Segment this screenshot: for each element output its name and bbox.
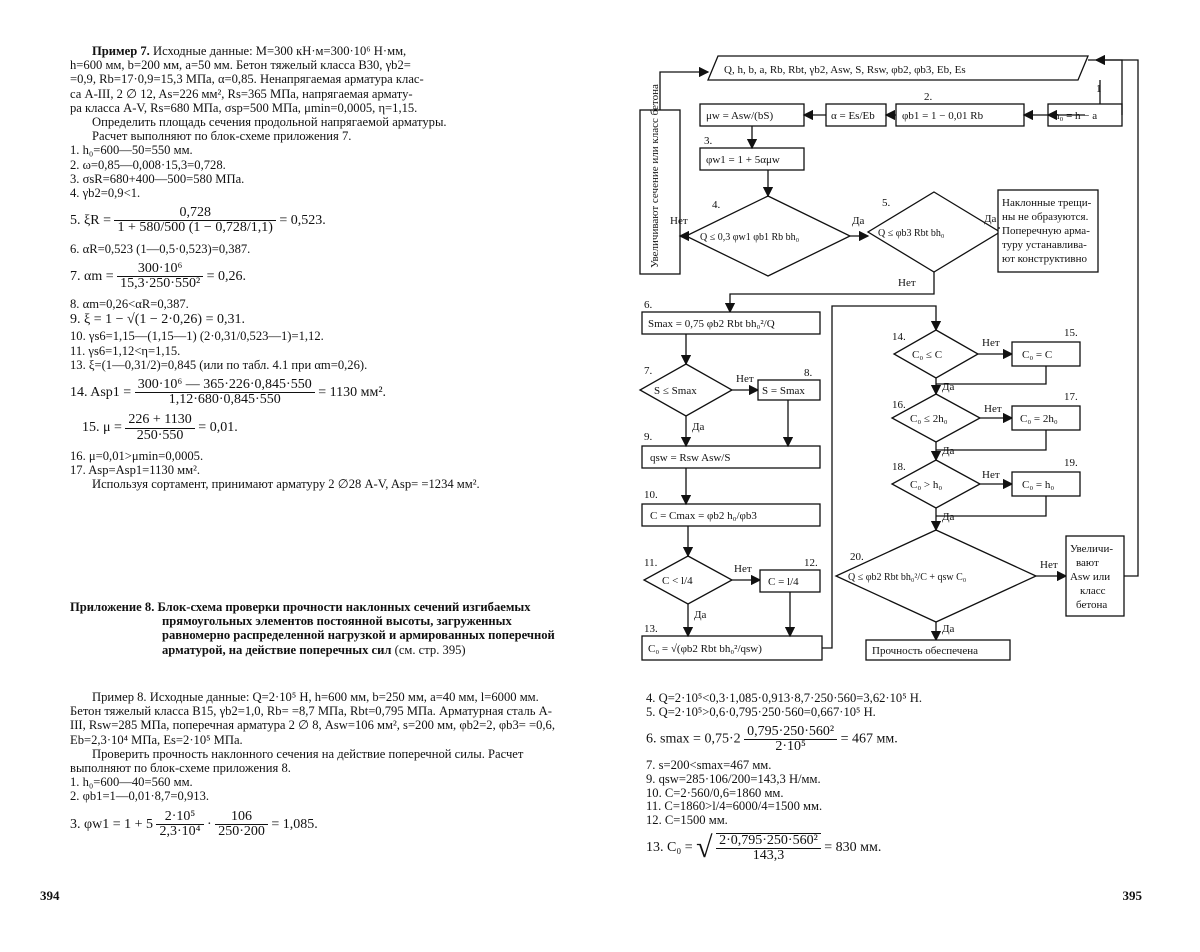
page-number-right: 395 xyxy=(1122,888,1142,903)
num-9: 9. xyxy=(644,431,653,443)
eq7-result: = 0,26. xyxy=(206,268,247,284)
num-10: 10. xyxy=(644,489,658,501)
step-6: 6. αR=0,523 (1—0,5·0,523)=0,387. xyxy=(70,241,251,256)
appendix8-ref: (см. стр. 395) xyxy=(394,642,466,657)
no-cracks-2: Поперечную арма- xyxy=(1002,225,1090,237)
side-box-left-text: Увеличивают сечение или класс бетона xyxy=(649,84,661,268)
no-cracks-0: Наклонные трещи- xyxy=(1002,197,1092,209)
eq7-numerator: 300·10⁶ xyxy=(117,262,203,277)
num-4: 4. xyxy=(712,199,721,211)
formula-6-numerator: 0,795·250·560² xyxy=(744,725,837,740)
input-text: Q, h, b, a, Rb, Rbt, γb2, Asw, S, Rsw, φb2, φb3, Eb, Es xyxy=(724,64,966,76)
decision-4-text: Q ≤ 0,3 φw1 φb1 Rb bh₀ xyxy=(700,232,800,243)
eq5-fraction xyxy=(114,206,275,235)
ex8-step-2: 2. φb1=1—0,01·8,7=0,913. xyxy=(70,789,210,804)
formula-13-lhs: 13. C₀ = xyxy=(646,840,693,856)
appendix-8 xyxy=(70,600,562,657)
example8-title: Пример 8. xyxy=(92,690,147,704)
label-yes-7: Да xyxy=(692,421,705,433)
example8-task: Проверить прочность наклонного сечения на действие поперечной силы. Расчет выполняют по блок-схеме приложения 8. xyxy=(70,746,524,776)
example7-title: Пример 7. xyxy=(92,44,150,58)
ex8-eq3-num2: 106 xyxy=(215,810,268,825)
num-11: 11. xyxy=(644,557,658,569)
block-final-text: Прочность обеспечена xyxy=(872,645,978,657)
block-1-text: h₀ = h − a xyxy=(1054,110,1098,122)
formula-6-denominator: 2·10⁵ xyxy=(775,738,806,754)
formula-6-result: = 467 мм. xyxy=(840,731,898,747)
num-19: 19. xyxy=(1064,457,1078,469)
example-7 xyxy=(70,44,562,491)
eq14-numerator: 300·10⁶ — 365·226·0,845·550 xyxy=(135,378,315,393)
num-20: 20. xyxy=(850,551,864,563)
decision-5-text: Q ≤ φb3 Rbt bh₀ xyxy=(878,228,945,239)
num-2: 2. xyxy=(924,91,933,103)
num-5: 5. xyxy=(882,197,891,209)
label-no-4: Нет xyxy=(670,215,688,227)
equation-15 xyxy=(70,413,562,442)
example7-given-3: са А-III, 2 ∅ 12, As=226 мм², Rs=365 МПа, напрягаемая армату- xyxy=(70,86,413,101)
step-1: 1. h₀=600—50=550 мм. xyxy=(70,143,193,158)
block-2-text: φb1 = 1 − 0,01 Rb xyxy=(902,110,984,122)
eq15-numerator: 226 + 1130 xyxy=(125,413,194,428)
eq5-result: = 0,523. xyxy=(279,213,326,229)
label-yes-20: Да xyxy=(942,623,955,635)
formula-13 xyxy=(646,831,1146,865)
eq7-lhs: 7. αm = xyxy=(70,268,114,284)
page-number-left: 394 xyxy=(40,888,60,903)
num-17: 17. xyxy=(1064,391,1078,403)
formula-11: 11. C=1860>l/4=6000/4=1500 мм. xyxy=(646,799,823,814)
ex8-eq3-lhs: 3. φw1 = 1 + 5 xyxy=(70,816,153,832)
block-19-text: C₀ = h₀ xyxy=(1022,479,1055,491)
num-12: 12. xyxy=(804,557,818,569)
step-8: 8. αm=0,26<αR=0,387. xyxy=(70,297,189,312)
block-alpha-text: α = Es/Eb xyxy=(831,110,875,122)
eq15-lhs: 15. μ = xyxy=(82,420,122,436)
example7-given-2: =0,9, Rb=17·0,9=15,3 МПа, α=0,85. Ненапрягаемая арматура клас- xyxy=(70,72,424,87)
eq14-lhs: 14. Asp1 = xyxy=(70,384,132,400)
decision-18-text: C₀ > h₀ xyxy=(910,479,943,491)
increase-2: Asw или xyxy=(1070,571,1111,583)
formula-13-numerator: 2·0,795·250·560² xyxy=(716,834,821,849)
step-13: 13. ξ=(1—0,31/2)=0,845 (или по табл. 4.1 при αm=0,26). xyxy=(70,357,368,372)
label-no-11: Нет xyxy=(734,563,752,575)
right-page xyxy=(600,0,1200,952)
example8-formulas xyxy=(646,692,1146,869)
decision-16-text: C₀ ≤ 2h₀ xyxy=(910,413,948,425)
example-8 xyxy=(70,690,562,845)
formula-12: 12. C=1500 мм. xyxy=(646,812,728,827)
num-7: 7. xyxy=(644,365,653,377)
step-4: 4. γb2=0,9<1. xyxy=(70,186,141,201)
equation-5 xyxy=(70,206,562,235)
formula-6-fraction xyxy=(744,725,837,753)
label-yes-14: Да xyxy=(942,381,955,393)
formula-13-denominator: 143,3 xyxy=(752,847,785,863)
example8-given: Исходные данные: Q=2·10⁵ Н, h=600 мм, b=250 мм, a=40 мм, l=6000 мм. Бетон тяжелый класса В15, γb2=1,0, Rb= =8,7 МПа, Rbt=0,795 МПа. Арматурная сталь А-III, Rsw=285 МПа, поперечная арматура 2 ∅ 8, Asw=106 мм², s=200 мм, φb2=2, φb3= =0,6, Eb=2,3·10⁴ МПа, Es=2·10⁵ МПа. xyxy=(70,690,555,747)
step-17: 17. Asp=Asp1=1130 мм². xyxy=(70,463,201,478)
equation-7 xyxy=(70,262,562,291)
eq15-denominator: 250·550 xyxy=(136,427,184,443)
formula-5: 5. Q=2·10⁵>0,6·0,795·250·560=0,667·10⁵ Н. xyxy=(646,704,876,719)
increase-4: бетона xyxy=(1076,599,1108,611)
equation-14 xyxy=(70,378,562,407)
increase-0: Увеличи- xyxy=(1070,543,1114,555)
label-no-16: Нет xyxy=(984,403,1002,415)
ex8-eq3-fraction-2 xyxy=(215,810,268,839)
increase-1: вают xyxy=(1076,557,1099,569)
eq5-numerator: 0,728 xyxy=(114,206,275,221)
formula-13-result: = 830 мм. xyxy=(824,840,882,856)
formula-6-lhs: 6. smax = 0,75·2 xyxy=(646,731,741,747)
num-15: 15. xyxy=(1064,327,1078,339)
block-17-text: C₀ = 2h₀ xyxy=(1020,413,1058,425)
label-yes-11: Да xyxy=(694,609,707,621)
eq15-fraction xyxy=(125,413,194,442)
step-3: 3. σsR=680+400—500=580 МПа. xyxy=(70,171,245,186)
block-12-text: C = l/4 xyxy=(768,576,799,588)
appendix8-title: Блок-схема проверки прочности наклонных сечений изгибаемых прямоугольных элементов постоянной высоты, загруженных равномерно распределенной нагрузкой и армированных поперечной арматурой, на действие поперечных сил xyxy=(157,600,555,657)
label-no-14: Нет xyxy=(982,337,1000,349)
ex8-eq3-result: = 1,085. xyxy=(271,816,318,832)
ex8-eq3-fraction-1 xyxy=(156,810,203,839)
sqrt-sign: √ xyxy=(696,831,713,865)
example7-given-1: h=600 мм, b=200 мм, a=50 мм. Бетон тяжелый класса В30, γb2= xyxy=(70,58,411,73)
ex8-eq3-den2: 250·200 xyxy=(218,823,265,839)
num-16: 16. xyxy=(892,399,906,411)
num-18: 18. xyxy=(892,461,906,473)
label-yes-18: Да xyxy=(942,511,955,523)
example7-task: Определить площадь сечения продольной напрягаемой арматуры. xyxy=(92,115,447,130)
num-14: 14. xyxy=(892,331,906,343)
no-cracks-1: ны не образуются. xyxy=(1002,211,1089,223)
label-no-5: Нет xyxy=(898,277,916,289)
eq7-denominator: 15,3·250·550² xyxy=(120,276,201,292)
num-3: 3. xyxy=(704,135,713,147)
formula-4: 4. Q=2·10⁵<0,3·1,085·0,913·8,7·250·560=3,62·10⁵ Н. xyxy=(646,691,922,705)
block-3-text: φw1 = 1 + 5αμw xyxy=(706,154,780,166)
no-cracks-3: туру устанавлива- xyxy=(1002,239,1087,251)
formula-9: 9. qsw=285·106/200=143,3 Н/мм. xyxy=(646,771,821,786)
formula-10: 10. C=2·560/0,6=1860 мм. xyxy=(646,785,784,800)
formula-13-fraction xyxy=(716,833,821,862)
eq15-result: = 0,01. xyxy=(198,420,238,436)
ex8-step-1: 1. h₀=600—40=560 мм. xyxy=(70,775,193,790)
example7-conclusion: Используя сортамент, принимают арматуру 2 ∅28 А-V, Asp= =1234 мм². xyxy=(92,477,480,492)
example7-method: Расчет выполняют по блок-схеме приложения 7. xyxy=(92,129,352,144)
appendix8-label: Приложение 8. xyxy=(70,600,155,614)
no-cracks-4: ют конструктивно xyxy=(1002,253,1087,265)
step-2: 2. ω=0,85—0,008·15,3=0,728. xyxy=(70,157,226,172)
label-no-18: Нет xyxy=(982,469,1000,481)
ex8-eq3-num1: 2·10⁵ xyxy=(156,810,203,825)
label-yes-4: Да xyxy=(852,215,865,227)
eq14-fraction xyxy=(135,378,315,407)
block-15-text: C₀ = C xyxy=(1022,349,1053,361)
num-8: 8. xyxy=(804,367,813,379)
formula-7: 7. s=200<smax=467 мм. xyxy=(646,758,772,773)
eq5-lhs: 5. ξR = xyxy=(70,213,111,229)
block-6-text: Smax = 0,75 φb2 Rbt bh₀²/Q xyxy=(648,318,775,330)
example7-given-4: ра класса А-V, Rs=680 МПа, σsp=500 МПа, μmin=0,0005, η=1,15. xyxy=(70,100,418,115)
flowchart xyxy=(600,0,1200,700)
decision-11-text: C < l/4 xyxy=(662,575,693,587)
eq5-denominator: 1 + 580/500 (1 − 0,728/1,1) xyxy=(117,220,273,236)
formula-6 xyxy=(646,725,1146,753)
eq7-fraction xyxy=(117,262,203,291)
decision-14-text: C₀ ≤ C xyxy=(912,349,943,361)
step-9: 9. ξ = 1 − √(1 − 2·0,26) = 0,31. xyxy=(70,312,245,328)
ex8-equation-3: 3. φw1 = 1 + 5 $\frac{\text{2·10⁵}}{\text{2,3·10⁴}}$ · $\frac{106}{250\cdot 200}$ = 1,085. xyxy=(70,808,318,839)
block-mu-text: μw = Asw/(bS) xyxy=(706,110,774,122)
label-yes-5: Да xyxy=(984,213,997,225)
num-13: 13. xyxy=(644,623,658,635)
step-11: 11. γs6=1,12<η=1,15. xyxy=(70,343,181,358)
block-8-text: S = Smax xyxy=(762,385,805,397)
decision-20-text: Q ≤ φb2 Rbt bh₀²/C + qsw C₀ xyxy=(848,572,967,583)
eq14-denominator: 1,12·680·0,845·550 xyxy=(168,392,281,408)
label-yes-16: Да xyxy=(942,445,955,457)
label-no-7: Нет xyxy=(736,373,754,385)
increase-3: класс xyxy=(1080,585,1106,597)
label-no-20: Нет xyxy=(1040,559,1058,571)
decision-7-text: S ≤ Smax xyxy=(654,385,697,397)
step-10: 10. γs6=1,15—(1,15—1) (2·0,31/0,523—1)=1,12. xyxy=(70,329,324,344)
num-1: 1 xyxy=(1096,83,1102,95)
block-13-text: C₀ = √(φb2 Rbt bh₀²/qsw) xyxy=(648,643,762,655)
block-9-text: qsw = Rsw Asw/S xyxy=(650,452,731,464)
example7-given-0: Исходные данные: M=300 кН·м=300·10⁶ Н·мм, xyxy=(152,44,407,58)
block-10-text: C = Cmax = φb2 h₀/φb3 xyxy=(650,510,757,522)
ex8-eq3-den1: 2,3·10⁴ xyxy=(159,823,201,839)
num-6: 6. xyxy=(644,299,653,311)
eq14-result: = 1130 мм². xyxy=(318,384,387,400)
step-16: 16. μ=0,01>μmin=0,0005. xyxy=(70,448,204,463)
